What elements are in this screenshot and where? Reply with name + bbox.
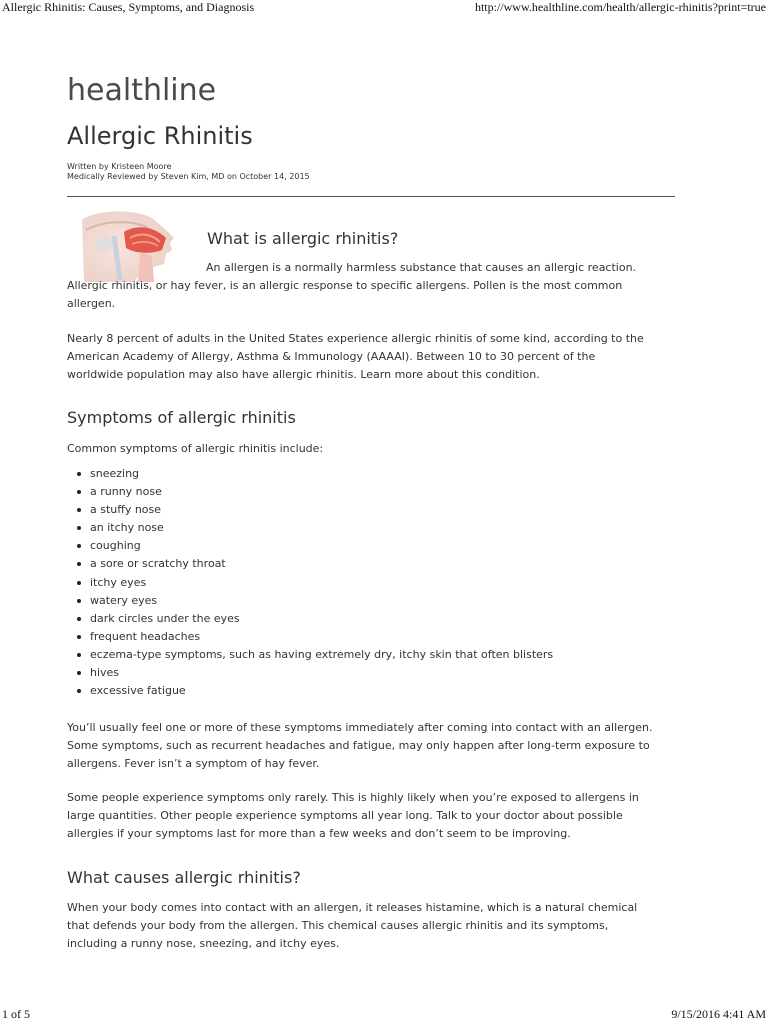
print-footer [0,1007,768,1023]
written-by: Written by Kristeen Moore [67,162,172,171]
healthline-logo-mark [67,60,217,110]
print-timestamp: 9/15/2016 4:41 AM [671,1007,766,1021]
list-item: hives [77,664,553,682]
print-header [0,0,768,16]
list-item: eczema-type symptoms, such as having extremely dry, itchy skin that often blisters [77,646,553,664]
list-item: sneezing [77,465,553,483]
paragraph: When your body comes into contact with an allergen, it releases histamine, which is a natural chemical that defends your body from the allergen. This chemical causes allergic rhinitis and its symptoms, including a runny nose, sneezing, and itchy eyes. [67,901,638,950]
list-item: excessive fatigue [77,682,553,700]
healthline-logo[interactable] [67,60,217,110]
section-heading-what-is: What is allergic rhinitis? [207,229,399,248]
list-item: dark circles under the eyes [77,610,553,628]
list-item: frequent headaches [77,628,553,646]
paragraph: Common symptoms of allergic rhinitis include: [67,442,324,455]
reviewed-by: Medically Reviewed by Steven Kim, MD on October 14, 2015 [67,172,310,181]
list-item: a sore or scratchy throat [77,555,553,573]
print-page-title: Allergic Rhinitis: Causes, Symptoms, and Diagnosis [2,0,255,14]
section-heading-causes: What causes allergic rhinitis? [67,868,301,887]
list-item: a stuffy nose [77,501,553,519]
paragraph: You’ll usually feel one or more of these symptoms immediately after coming into contact with an allergen. Some symptoms, such as recurrent headaches and fatigue, may only happen after long-term exposure to allergens. Fever isn’t a symptom of hay fever. [67,721,653,770]
divider [67,196,675,197]
list-item: a runny nose [77,483,553,501]
article-title: Allergic Rhinitis [67,122,253,150]
page-count: 1 of 5 [2,1007,30,1021]
paragraph: An allergen is a normally harmless substance that causes an allergic reaction. Allergic rhinitis, or hay fever, is an allergic response to specific allergens. Pollen is the most common allergen. [67,261,637,310]
byline [67,162,310,182]
list-item: coughing [77,537,553,555]
paragraph: Nearly 8 percent of adults in the United States experience allergic rhinitis of some kind, according to the American Academy of Allergy, Asthma & Immunology (AAAAI). Between 10 to 30 percent of the worldwide population may also have allergic rhinitis. Learn more about this condition. [67,332,644,381]
paragraph: Some people experience symptoms only rarely. This is highly likely when you’re exposed to allergens in large quantities. Other people experience symptoms all year long. Talk to your doctor about possible allergies if your symptoms last for more than a few weeks and don’t seem to be improving. [67,791,639,840]
section-heading-symptoms: Symptoms of allergic rhinitis [67,408,296,427]
list-item: itchy eyes [77,574,553,592]
list-item: watery eyes [77,592,553,610]
print-url[interactable]: http://www.healthline.com/health/allergic-rhinitis?print=true [474,0,766,14]
logo-text: healthline [67,73,217,108]
symptoms-list [77,465,553,700]
list-item: an itchy nose [77,519,553,537]
